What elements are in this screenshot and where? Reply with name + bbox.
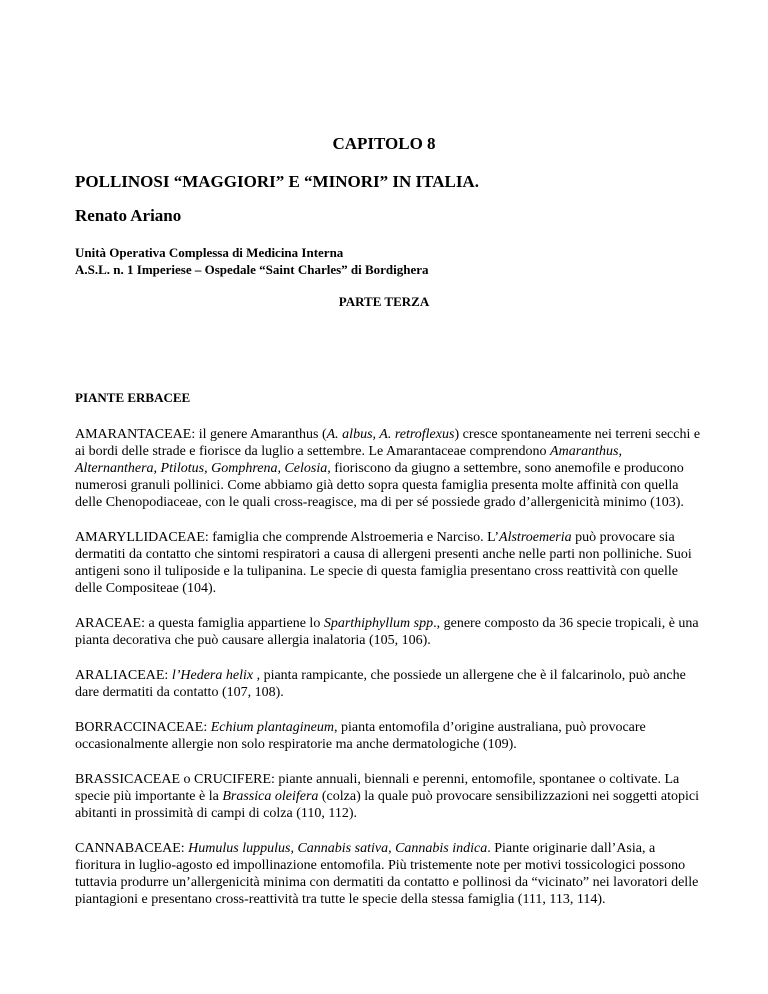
species-name: Alstroemeria — [499, 530, 572, 545]
paragraph-text: . Piante originarie dall’Asia, a fioritura in luglio-agosto ed impollinazione entomofila. Più tristemente note per motivi tossicologici possono tuttavia produrre un’allergenicità minima con dermatiti da contatto e pollinosi da “vicinato” nei lavoratori delle piantagioni e presentano cross-reattività tra tutte le specie della stessa famiglia (111, 113, 114). — [75, 841, 699, 907]
body-text — [75, 426, 703, 926]
paragraph-text: ) cresce spontaneamente nei terreni secchi e ai bordi delle strade e fiorisce da luglio a settembre. Le Amarantaceae comprendono — [75, 427, 701, 459]
paragraph-text: può provocare sia dermatiti da contatto che sintomi respiratori a causa di allergeni presenti anche nelle parti non polliniche. Suoi antigeni sono il tuliposide e la tulipanina. Le specie di questa famiglia presentano cross reattività con quelle delle Compositeae (104). — [75, 530, 692, 596]
affiliation-line-2: A.S.L. n. 1 Imperiese – Ospedale “Saint Charles” di Bordighera — [75, 262, 429, 277]
paragraph-text: ARACEAE: a questa famiglia appartiene lo — [75, 616, 324, 631]
part-heading: PARTE TERZA — [338, 294, 430, 309]
paragraph-text: BRASSICACEAE o CRUCIFERE: piante annuali, biennali e perenni, entomofile, spontanee o coltivate. La specie più importante è la — [75, 772, 680, 804]
paragraph-text: , pianta entomofila d’origine australiana, può provocare occasionalmente allergie non solo respiratorie ma anche dermatologiche (109). — [75, 720, 646, 752]
species-name: Amaranthus, Alternanthera, Ptilotus, Gomphrena, Celosia, — [75, 444, 622, 476]
paragraph-borraccinaceae — [75, 719, 703, 753]
paragraph-text: BORRACCINACEAE: — [75, 720, 211, 735]
paragraph-amarantaceae — [75, 426, 703, 511]
paragraph-text: ARALIACEAE: — [75, 668, 172, 683]
paragraph-text: CANNABACEAE: — [75, 841, 189, 856]
paragraph-araliaceae — [75, 667, 703, 701]
author-name: Renato Ariano — [75, 206, 182, 225]
paragraph-text: AMARYLLIDACEAE: famiglia che comprende Alstroemeria e Narciso. L’ — [75, 530, 500, 545]
species-name: Brassica oleifera — [222, 789, 319, 804]
affiliation-line-1: Unità Operativa Complessa di Medicina Interna — [75, 245, 344, 260]
paragraph-brassicaceae — [75, 771, 703, 822]
paragraph-text: AMARANTACEAE: il genere Amaranthus ( — [75, 427, 327, 442]
species-name: A. albus, A. retroflexus — [326, 427, 455, 442]
paragraph-text: (colza) la quale può provocare sensibilizzazioni nei soggetti atopici abitanti in prossimità di campi di colza (110, 112). — [75, 789, 699, 821]
chapter-number: CAPITOLO 8 — [332, 134, 436, 153]
species-name: Sparthiphyllum spp — [323, 616, 434, 631]
paragraph-text: , pianta rampicante, che possiede un allergene che è il falcarinolo, può anche dare dermatiti da contatto (107, 108). — [75, 668, 686, 700]
species-name: l’Hedera helix — [171, 668, 254, 683]
paragraph-araceae — [75, 615, 703, 649]
paragraph-amaryllidaceae — [75, 529, 703, 597]
paragraph-text: fioriscono da giugno a settembre, sono anemofile e producono numerosi granuli pollinici. Come abbiamo già detto sopra questa famiglia presenta molte affinità con quella delle Chenopodiaceae, con le quali cross-reagisce, ma di per sé possiede grado d’allergenicità minimo (103). — [75, 461, 684, 510]
species-name: Humulus luppulus, Cannabis sativa, Cannabis indica — [188, 841, 488, 856]
section-heading: PIANTE ERBACEE — [75, 390, 191, 405]
author-affiliation — [75, 244, 429, 278]
paragraph-text: ., genere composto da 36 specie tropicali, è una pianta decorativa che può causare allergia inalatoria (105, 106). — [75, 616, 699, 648]
chapter-title: POLLINOSI “MAGGIORI” E “MINORI” IN ITALIA. — [75, 172, 479, 191]
species-name: Echium plantagineum — [210, 720, 334, 735]
paragraph-cannabaceae — [75, 840, 703, 908]
